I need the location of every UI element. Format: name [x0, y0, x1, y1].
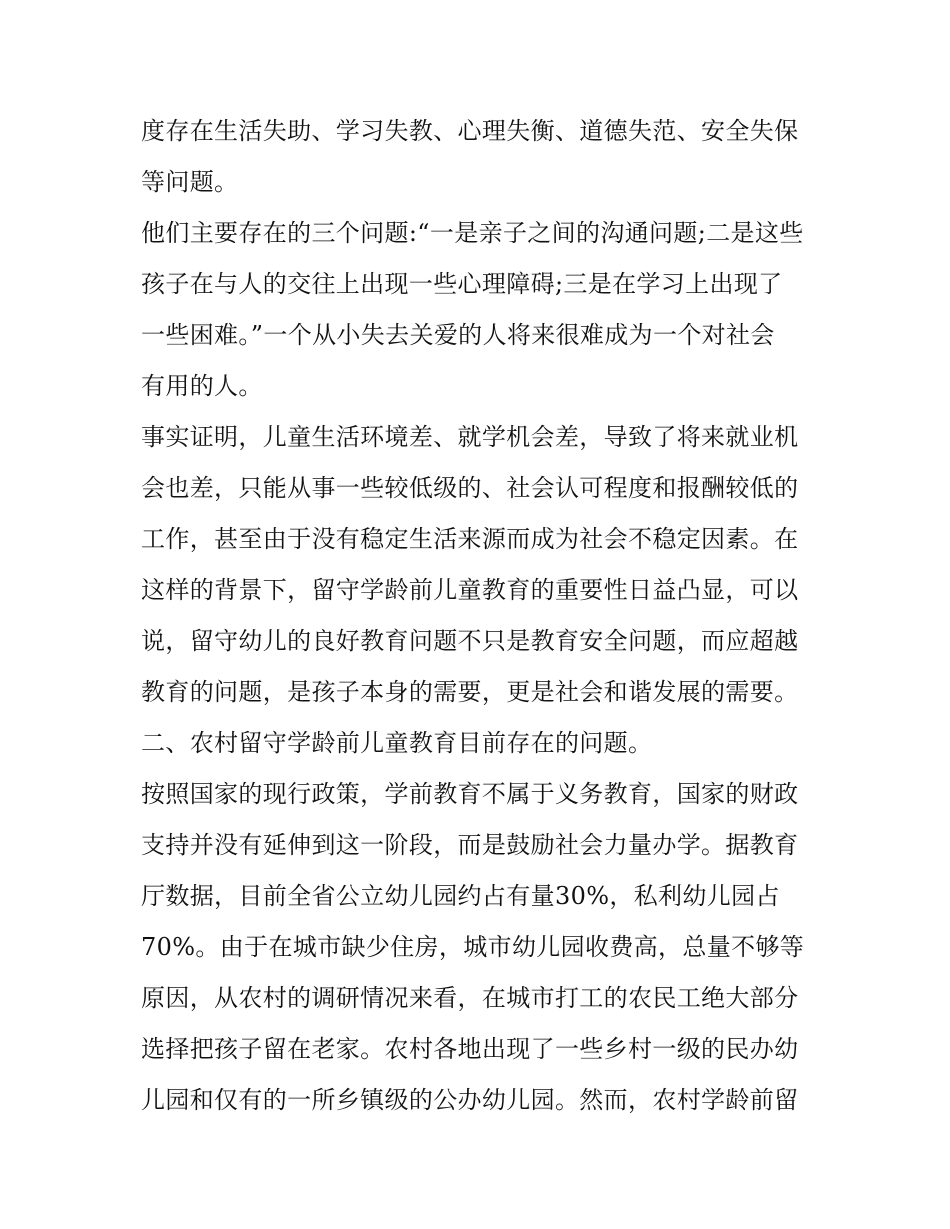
text-line: 70%。由于在城市缺少住房，城市幼儿园收费高，总量不够等 — [141, 933, 805, 961]
document-body — [141, 106, 821, 1126]
text-line: 原因，从农村的调研情况来看，在城市打工的农民工绝大部分 — [141, 984, 799, 1012]
text-line: 工作，甚至由于没有稳定生活来源而成为社会不稳定因素。在 — [141, 525, 799, 553]
text-line: 他们主要存在的三个问题:“一是亲子之间的沟通问题;二是这些 — [141, 219, 804, 247]
text-line: 这样的背景下，留守学龄前儿童教育的重要性日益凸显，可以 — [141, 576, 799, 604]
text-line: 等问题。 — [141, 168, 239, 196]
text-line: 选择把孩子留在老家。农村各地出现了一些乡村一级的民办幼 — [141, 1035, 799, 1063]
text-line: 说，留守幼儿的良好教育问题不只是教育安全问题，而应超越 — [141, 627, 799, 655]
text-line: 按照国家的现行政策，学前教育不属于义务教育，国家的财政 — [141, 780, 799, 808]
text-line: 孩子在与人的交往上出现一些心理障碍;三是在学习上出现了 — [141, 270, 783, 298]
text-line: 儿园和仅有的一所乡镇级的公办幼儿园。然而，农村学龄前留 — [141, 1086, 799, 1114]
text-line: 有用的人。 — [141, 372, 263, 400]
text-line: 厅数据，目前全省公立幼儿园约占有量30%，私利幼儿园占 — [141, 882, 780, 910]
text-line: 支持并没有延伸到这一阶段，而是鼓励社会力量办学。据教育 — [141, 831, 799, 859]
text-line: 一些困难。”一个从小失去关爱的人将来很难成为一个对社会 — [141, 321, 775, 349]
section-heading: 二、农村留守学龄前儿童教育目前存在的问题。 — [141, 729, 653, 757]
text-line: 会也差，只能从事一些较低级的、社会认可程度和报酬较低的 — [141, 474, 799, 502]
text-line: 教育的问题，是孩子本身的需要，更是社会和谐发展的需要。 — [141, 678, 799, 706]
text-line: 事实证明，儿童生活环境差、就学机会差，导致了将来就业机 — [141, 423, 799, 451]
text-line: 度存在生活失助、学习失教、心理失衡、道德失范、安全失保 — [141, 117, 799, 145]
